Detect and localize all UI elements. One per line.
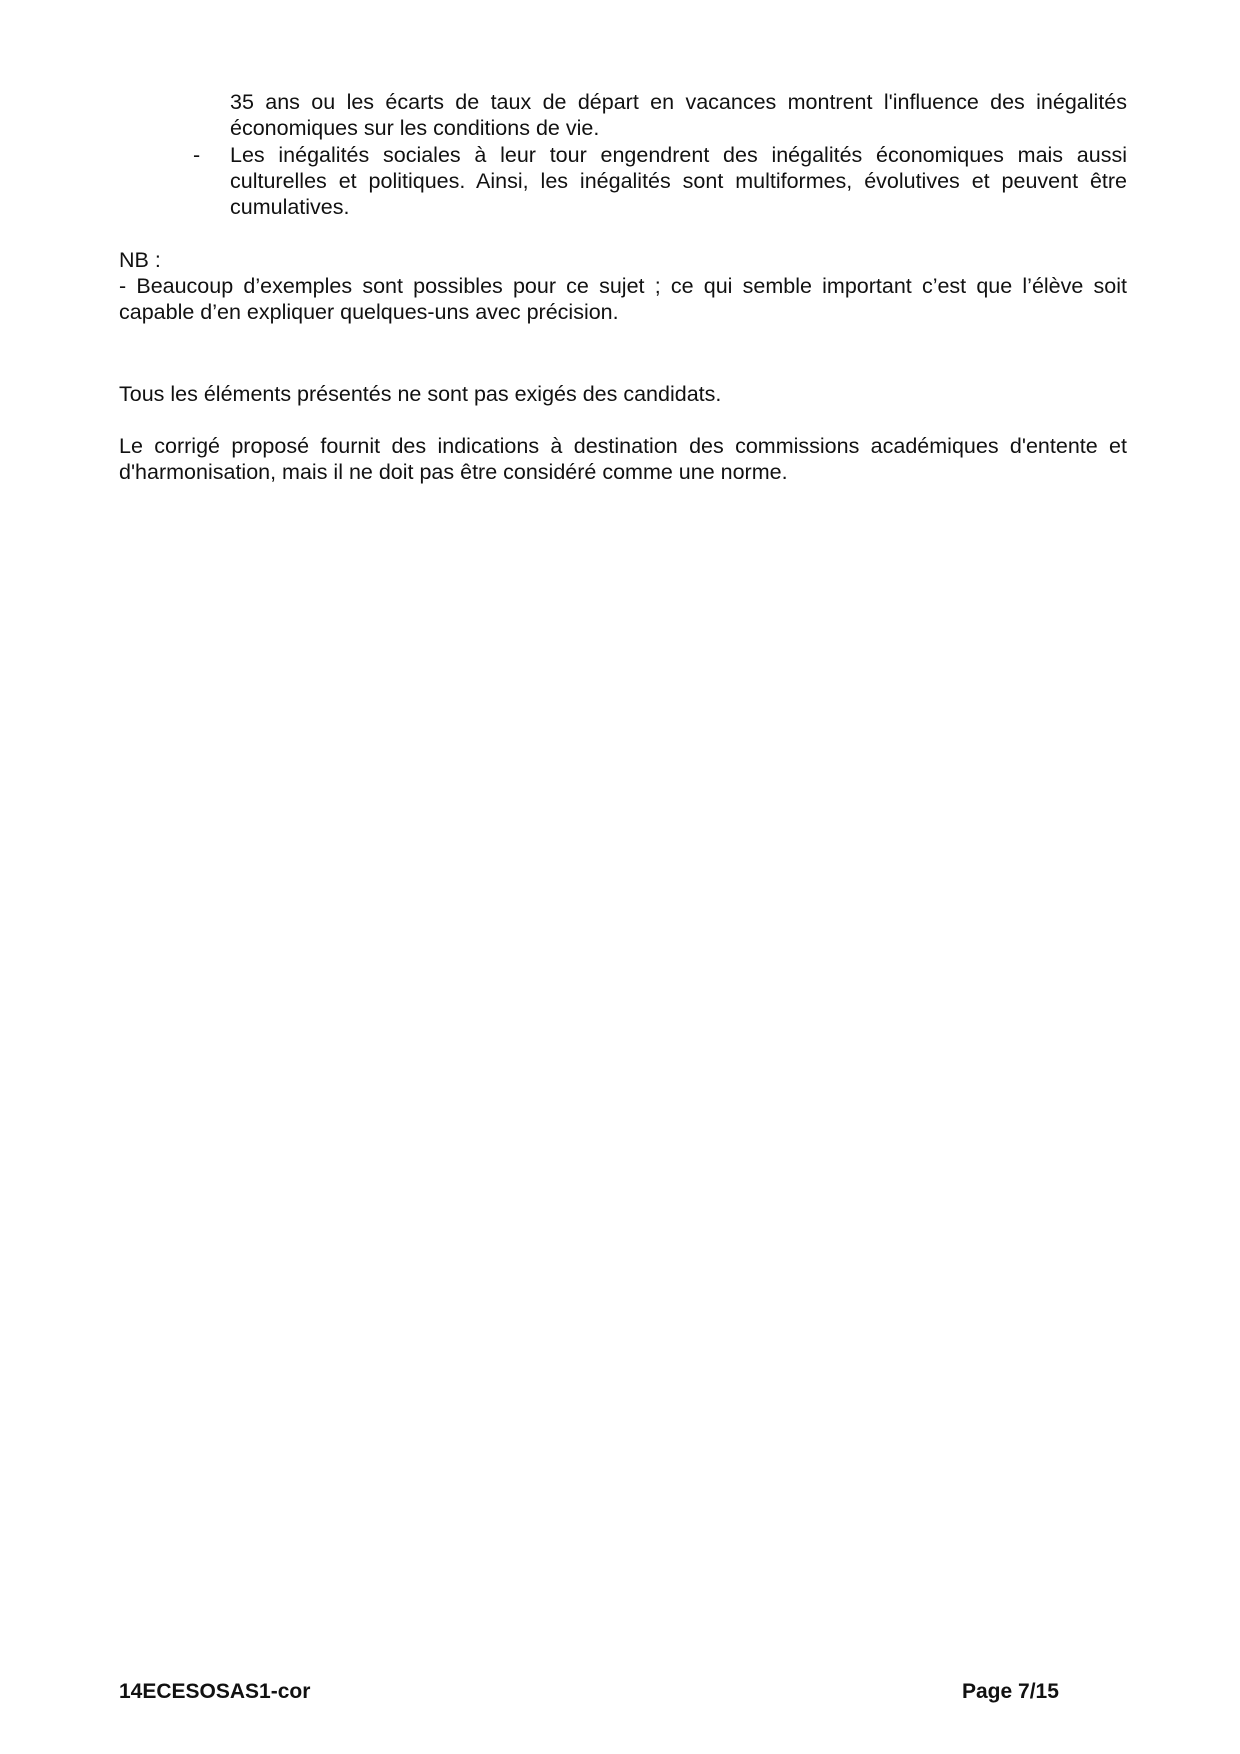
note-corrige: Le corrigé proposé fournit des indications à destination des commissions académiques d'entente et d'harmonisation, mais il ne doit pas être considéré comme une norme.: [119, 434, 1127, 484]
footer-page-number: Page 7/15: [962, 1680, 1059, 1703]
footer-document-code: 14ECESOSAS1-cor: [119, 1680, 311, 1703]
bullet-text: Les inégalités sociales à leur tour engendrent des inégalités économiques mais aussi culturelles et politiques. Ainsi, les inégalités sont multiformes, évolutives et peuvent être cumulatives.: [230, 143, 1127, 219]
bullet-marker: -: [193, 143, 201, 167]
bullet-list-item: [119, 142, 1127, 222]
nb-text: - Beaucoup d’exemples sont possibles pour ce sujet ; ce qui semble important c’est que l’élève soit capable d’en expliquer quelques-uns avec précision.: [119, 274, 1127, 324]
continued-list-item: 35 ans ou les écarts de taux de départ en vacances montrent l'influence des inégalités économiques sur les conditions de vie.: [230, 90, 1127, 140]
nb-heading: NB :: [119, 248, 161, 272]
note-candidates: Tous les éléments présentés ne sont pas exigés des candidats.: [119, 382, 722, 406]
